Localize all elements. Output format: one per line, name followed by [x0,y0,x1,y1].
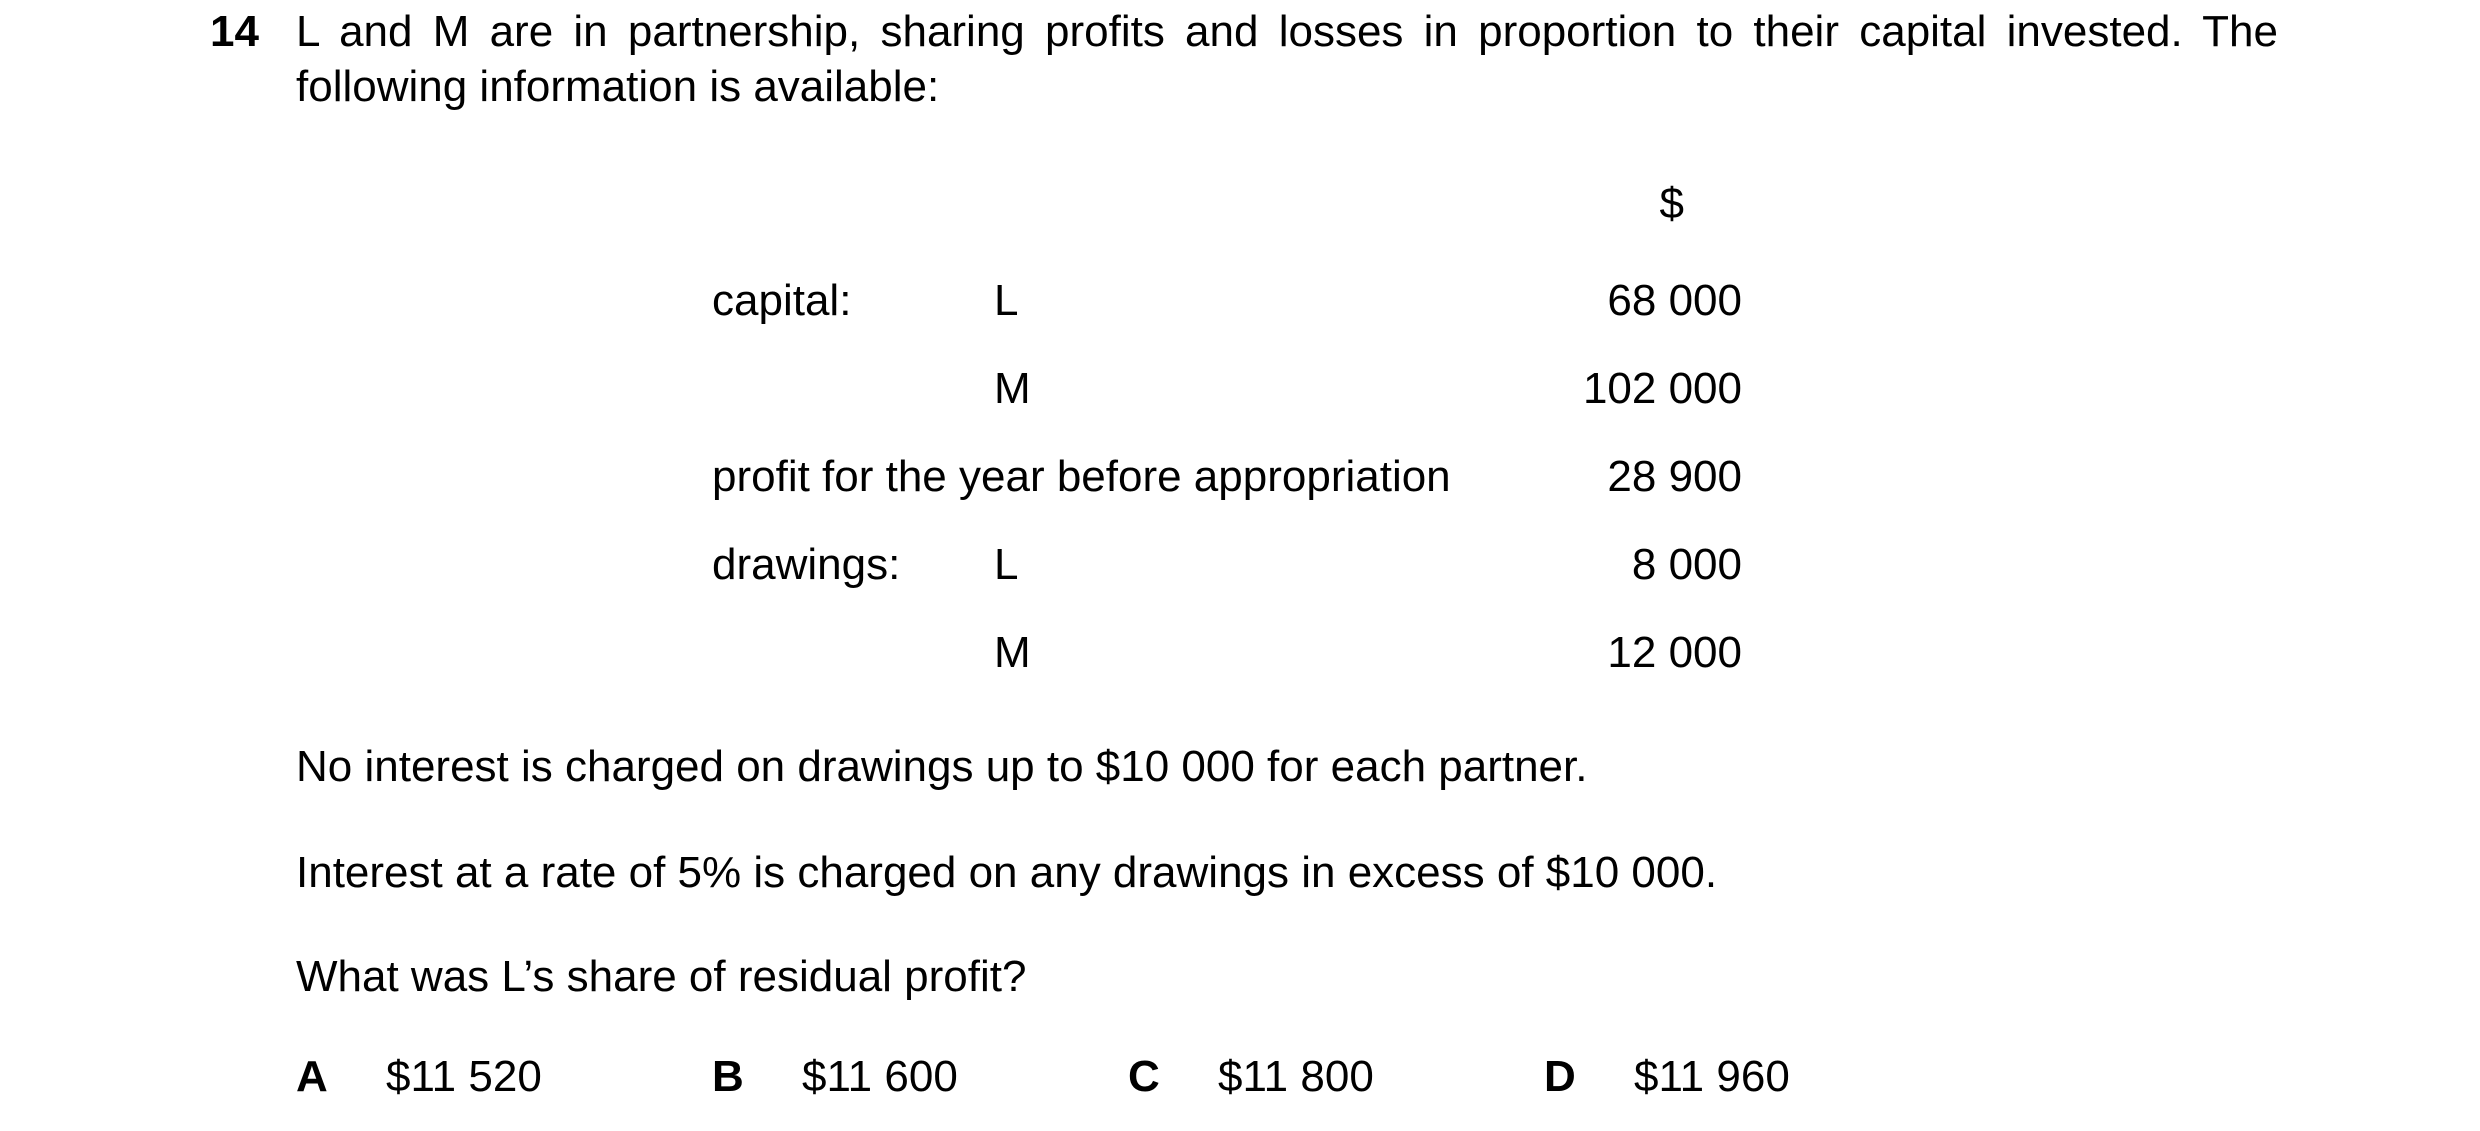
row-partner: M [994,364,1031,413]
option-letter: B [712,1052,744,1101]
row-label: capital: [712,276,852,325]
row-amount: 68 000 [1607,276,1742,325]
row-label: profit for the year before appropriation [712,452,1451,501]
question-number: 14 [210,7,259,56]
row-partner: L [994,276,1019,325]
note-interest-free: No interest is charged on drawings up to $10 000 for each partner. [296,742,1588,791]
row-label: drawings: [712,540,901,589]
row-amount: 28 900 [1607,452,1742,501]
option-letter: A [296,1052,328,1101]
row-amount: 102 000 [1582,364,1742,413]
row-amount: 8 000 [1631,540,1742,589]
currency-header: $ [1659,179,1684,228]
option-letter: D [1544,1052,1576,1101]
question-stem: L and M are in partnership, sharing profits and losses in proportion to their capital invested. The following information is available: [296,7,2278,111]
row-partner: L [994,540,1019,589]
row-partner: M [994,628,1031,677]
option-value: $11 960 [1634,1052,1790,1101]
option-value: $11 800 [1218,1052,1374,1101]
question-prompt: What was L’s share of residual profit? [296,952,1027,1001]
option-letter: C [1128,1052,1160,1101]
note-interest-rate: Interest at a rate of 5% is charged on any drawings in excess of $10 000. [296,848,1718,897]
option-value: $11 520 [386,1052,542,1101]
option-value: $11 600 [802,1052,958,1101]
row-amount: 12 000 [1607,628,1742,677]
